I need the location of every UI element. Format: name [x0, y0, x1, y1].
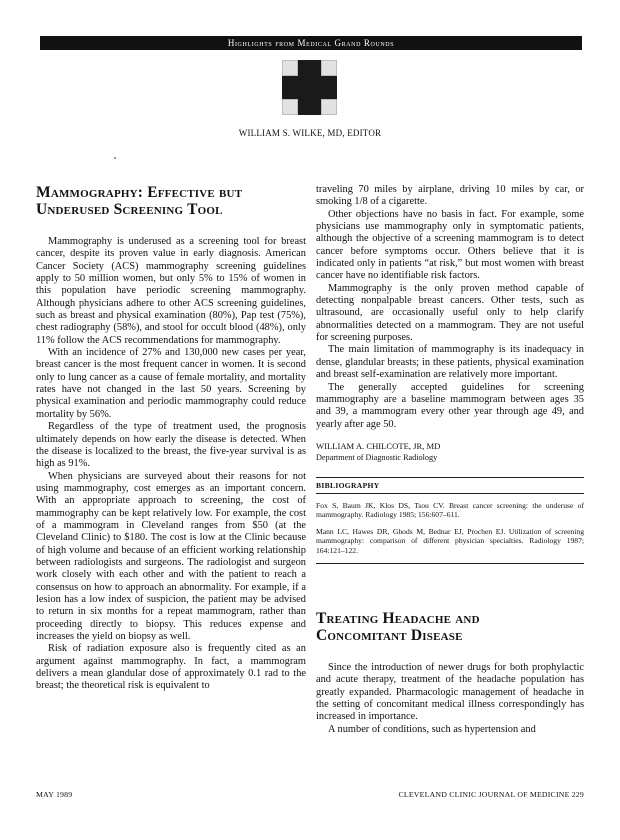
article1-title [36, 184, 306, 218]
article1-paragraph: Mammography is the only proven method capable of detecting nonpalpable breast cancers. Other tests, such as ultrasound, are occasionally useful only to help clarify abnormalities detected on a mammogram. They are not useful for screening purposes. [316, 282, 584, 344]
article1-title-line1: Mammography: Effective but [36, 184, 243, 201]
article1-title-line2: Underused Screening Tool [36, 201, 223, 218]
bibliography-heading: BIBLIOGRAPHY [316, 477, 584, 494]
article1-paragraph: The generally accepted guidelines for screening mammography are a baseline mammogram between ages 35 and 39, a mammogram every other year through age 49, and yearly after age 50. [316, 381, 584, 430]
article1-paragraph: Risk of radiation exposure also is frequently cited as an argument against mammography. In fact, a mammogram delivers a mean glandular dose of approximately 0.1 rad to the breast; the theoretical risk is equivalent to [36, 643, 306, 692]
article1-paragraph: Other objections have no basis in fact. For example, some physicians use mammography only in symptomatic patients, although the objective of a screening mammogram is to detect cancer before symptoms occur. Others believe that it is indicated only in patients “at risk,” but most women with breast cancer have no identifiable risk factors. [316, 208, 584, 282]
article1-paragraph: With an incidence of 27% and 130,000 new cases per year, breast cancer is the most frequent cancer in women. It is second only to lung cancer as a cause of female mortality, and mortality rates have not changed in the last 50 years. Screening by physical examination and periodic mammography could reduce mortality by 56%. [36, 347, 306, 420]
left-column [36, 184, 306, 693]
article1-paragraph: The main limitation of mammography is its inadequacy in dense, glandular breasts; in these patients, physical examination and breast self-examination are relatively more important. [316, 344, 584, 381]
editor-line: WILLIAM S. WILKE, MD, EDITOR [238, 128, 382, 138]
footer-journal-page: CLEVELAND CLINIC JOURNAL OF MEDICINE 229 [398, 790, 584, 799]
author-signature [316, 441, 584, 463]
article2-title [316, 610, 584, 644]
article1-paragraph-continued: traveling 70 miles by airplane, driving 10 miles by car, or smoking 1/8 of a cigarette. [316, 184, 584, 208]
author-department: Department of Diagnostic Radiology [316, 452, 438, 462]
author-name: WILLIAM A. CHILCOTE, JR, MD [316, 440, 441, 451]
article2-title-line1: Treating Headache and [316, 609, 480, 627]
print-speck [114, 157, 116, 159]
article1-paragraph: Regardless of the type of treatment used, the prognosis ultimately depends on how early the disease is detected. When the disease is localized to the breast, the five-year survival is as high as 91%. [36, 421, 306, 470]
article2-title-line2: Concomitant Disease [316, 626, 463, 644]
section-banner: Highlights from Medical Grand Rounds [40, 36, 582, 50]
bibliography-entry: Fox S, Baum JK, Klos DS, Tsou CV. Breast cancer screening: the underuse of mammography. Radiology 1985; 156:607–611. [316, 500, 584, 520]
article2-paragraph: Since the introduction of newer drugs for both prophylactic and acute therapy, treatment of the headache population has greatly expanded. Pharmacologic management of headache in the setting of concomitant medical illness correspondingly has increased in importance. [316, 661, 584, 723]
journal-logo-icon [282, 60, 337, 115]
article2-paragraph: A number of conditions, such as hypertension and [328, 723, 536, 735]
bibliography-rule [316, 563, 584, 564]
right-column [316, 184, 584, 736]
article1-paragraph: When physicians are surveyed about their reasons for not using mammography, cost emerges as an important concern. With an appropriate approach to screening, the cost of mammography can be kept relatively low. For example, the cost of a mammogram in Cleveland ranges from $50 (at the Cleveland Clinic) to $180. The cost is low at the Clinic because of high volume and because of an efficient working relationship between radiologists and surgeons. The radiologist and surgeon work closely with each other and with the patient to reach a consensus on how to approach an abnormality. For example, if a lesion has a low index of suspicion, the patient may be advised to return in six months for a repeat mammogram, rather than proceeding directly to biopsy. This reduces expense and increases the yield on biopsy as well. [36, 470, 306, 642]
bibliography-entry: Mann LC, Hawes DR, Ghods M, Bednar EJ, Prochen EJ. Utilization of screening mammography: comparison of different physician specialties. Radiology 1987; 164:121–122. [316, 526, 584, 555]
footer-date: MAY 1989 [36, 790, 73, 799]
article1-paragraph: Mammography is underused as a screening tool for breast cancer, despite its proven value in early diagnosis. American Cancer Society (ACS) mammography screening guidelines apply to 50 million women, but only 5% to 15% of women in this population have periodic screening mammography. Although physicians adhere to other ACS screening guidelines, such as breast and physical examination (80%), Pap test (75%), chest radiography (58%), and stool for occult blood (48%), only 11% follow the ACS recommendations for mammography. [36, 236, 306, 346]
